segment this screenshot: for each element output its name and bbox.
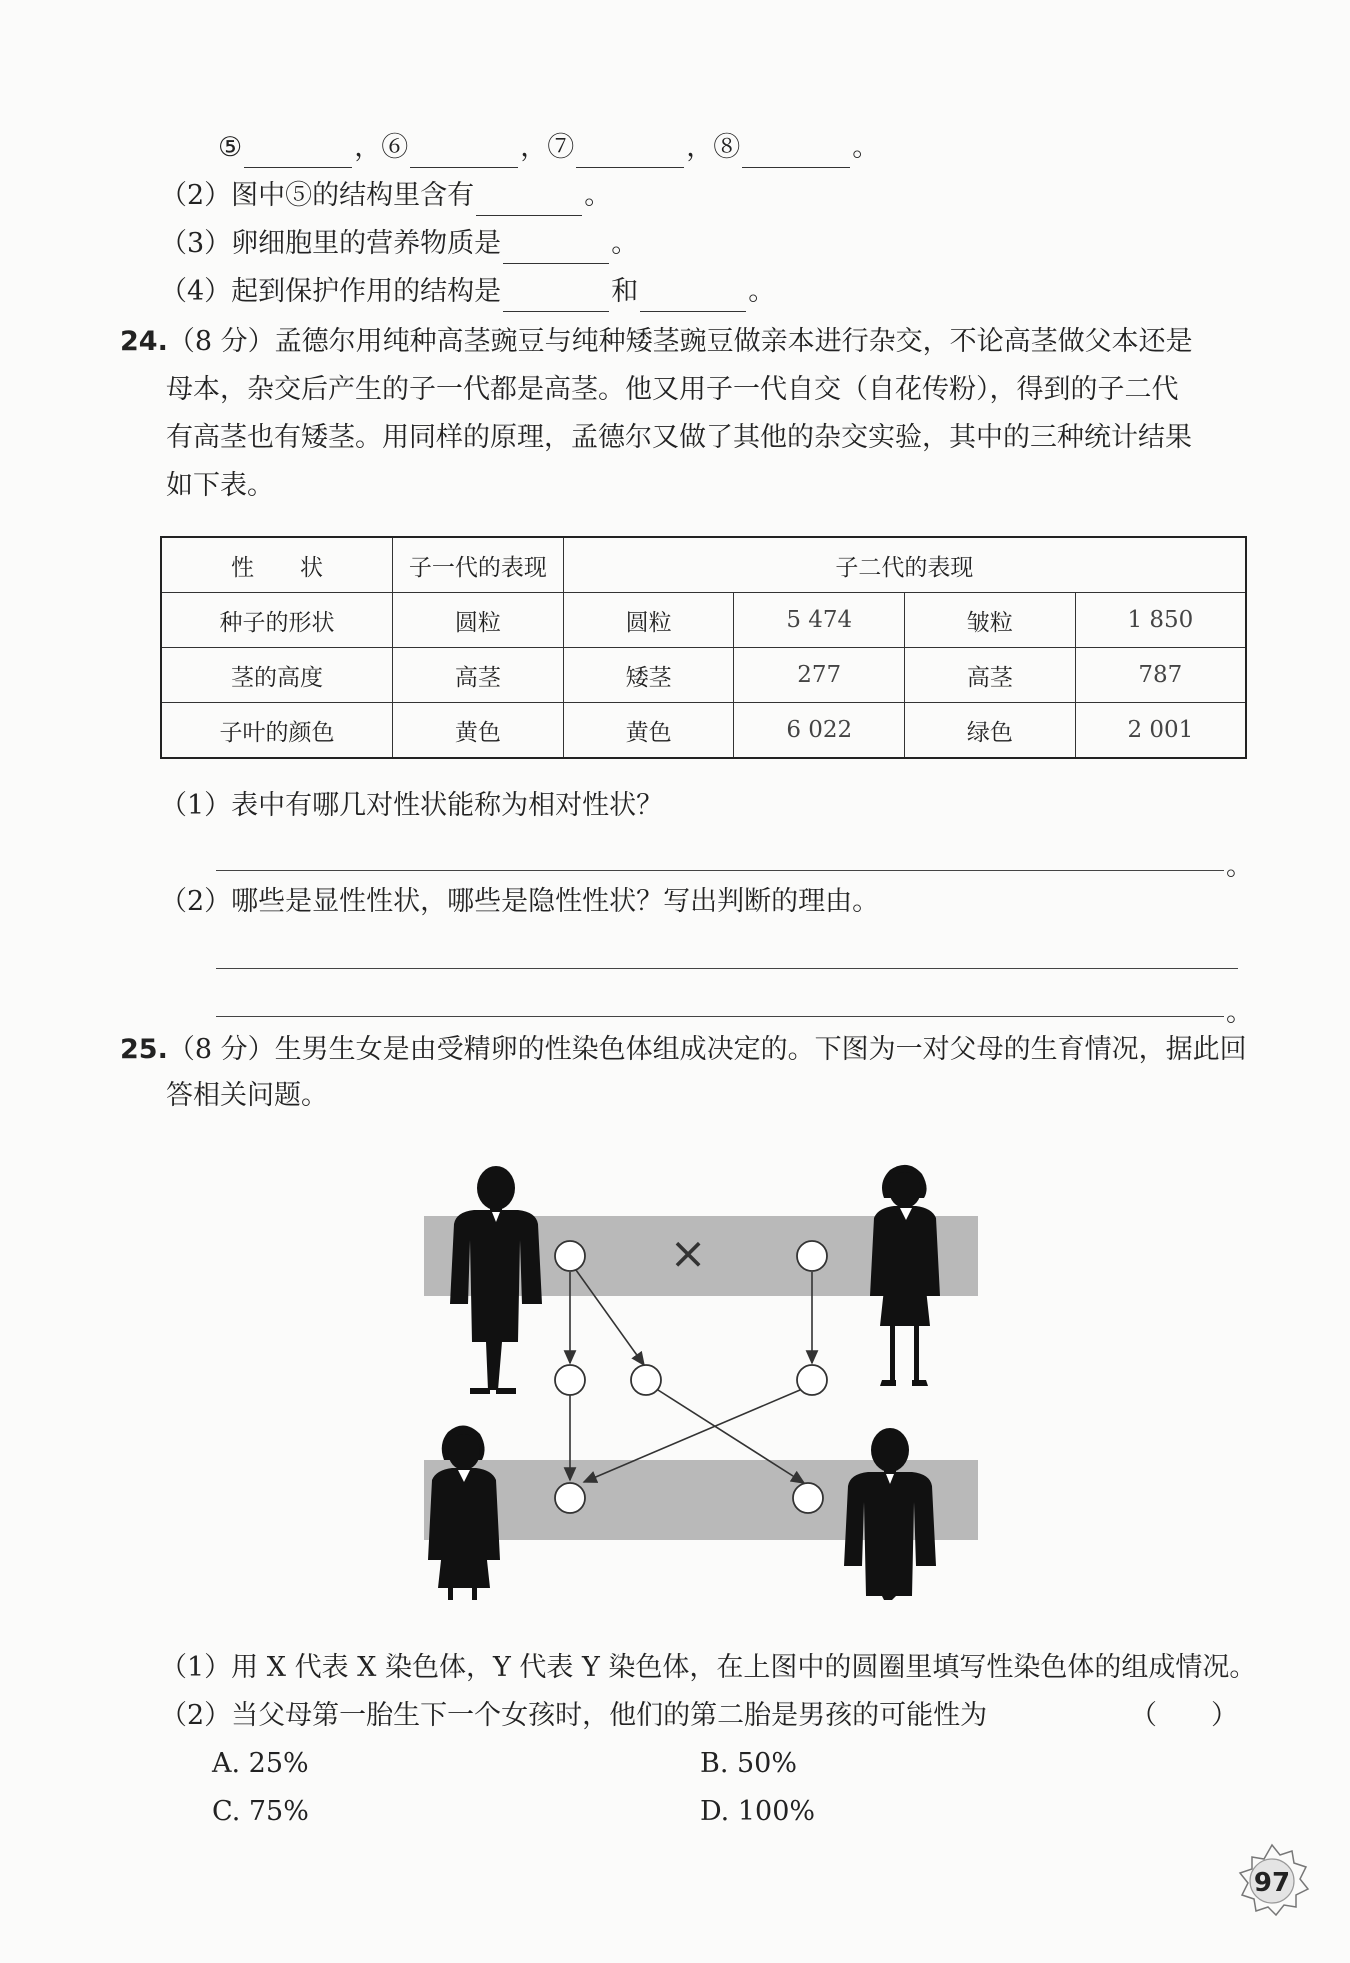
blank-7[interactable] [576,137,684,168]
q23-sub3 [160,224,638,264]
period: 。 [852,132,880,163]
period: 。 [1226,997,1253,1028]
question-number-24: 24. [120,326,168,357]
q24-line2 [166,370,1179,410]
header-f2: 子二代的表现 [563,537,1246,593]
q24-text-2: 母本，杂交后产生的子一代都是高茎。他又用子一代自交（自花传粉），得到的子二代 [166,374,1179,405]
label-7: ⑦ [547,132,575,163]
q24-line4 [166,466,274,506]
q25-sub2 [160,1696,987,1736]
q23-sub4 [160,272,775,312]
q25-text-1: （8 分）生男生女是由受精卵的性染色体组成决定的。下图为一对父母的生育情况，据此回 [167,1034,1247,1065]
q24-sub2-text: （2）哪些是显性性状，哪些是隐性性状？写出判断的理由。 [160,886,880,917]
table-cell: 1 850 [1075,593,1246,648]
table-cell: 皱粒 [905,593,1076,648]
table-cell: 2 001 [1075,703,1246,759]
choice-b[interactable]: B. 50% [700,1748,798,1779]
label-6: ⑥ [381,132,409,163]
blank-8[interactable] [742,137,850,168]
header-trait: 性 状 [161,537,393,593]
blank-5[interactable] [244,137,352,168]
period: 。 [584,180,612,211]
table-cell: 5 474 [734,593,905,648]
q25-text-2: 答相关问题。 [166,1080,328,1111]
q23-sub4-text: （4）起到保护作用的结构是 [160,276,502,307]
q25-sub1-text: （1）用 X 代表 X 染色体，Y 代表 Y 染色体，在上图中的圆圈里填写性染色体的组成情况。 [160,1652,1257,1683]
table-cell: 圆粒 [563,593,734,648]
q23-sub3-text: （3）卵细胞里的营养物质是 [160,228,502,259]
q24-text-1: （8 分）孟德尔用纯种高茎豌豆与纯种矮茎豌豆做亲本进行杂交，不论高茎做父本还是 [167,326,1193,357]
answer-line[interactable] [216,870,1224,871]
period: 。 [611,228,639,259]
table-cell: 矮茎 [563,648,734,703]
q25-line2 [166,1076,328,1116]
father-figure-icon [450,1166,542,1394]
table-cell: 绿色 [905,703,1076,759]
table-row [161,703,1246,759]
choice-a[interactable]: A. 25% [212,1748,309,1779]
egg-circle[interactable] [797,1365,827,1395]
table-cell: 高茎 [393,648,564,703]
sep: ， [354,132,382,163]
page-number-badge [1232,1841,1312,1921]
q24-line3 [166,418,1192,458]
mother-figure-icon [870,1165,940,1386]
sep: ， [686,132,714,163]
q23-sub2-text: （2）图中⑤的结构里含有 [160,180,475,211]
blank-q23-3[interactable] [503,233,609,264]
answer-paren[interactable]: （ ） [1130,1700,1238,1731]
label-5: ⑤ [218,132,243,163]
q23-sub2 [160,176,611,216]
q25-sub2-text: （2）当父母第一胎生下一个女孩时，他们的第二胎是男孩的可能性为 [160,1700,988,1731]
and-text: 和 [611,276,639,307]
inheritance-diagram [400,1160,1000,1600]
table-cell: 圆粒 [393,593,564,648]
answer-line[interactable] [216,968,1238,969]
page-number: 97 [1253,1868,1291,1898]
q24-sub1-text: （1）表中有哪几对性状能称为相对性状？ [160,790,664,821]
sep: ， [520,132,548,163]
q24-sub1 [160,786,663,826]
period: 。 [748,276,776,307]
trait-table [160,536,1247,759]
table-row [161,648,1246,703]
table-cell: 茎的高度 [161,648,393,703]
answer-line[interactable] [216,1016,1224,1017]
q25-sub1 [160,1648,1256,1688]
q24-sub2 [160,882,879,922]
table-cell: 6 022 [734,703,905,759]
q23-fill-line [218,128,879,168]
choice-c[interactable]: C. 75% [212,1796,309,1827]
table-row [161,593,1246,648]
q24-text-4: 如下表。 [166,470,274,501]
table-cell: 黄色 [563,703,734,759]
table-cell: 黄色 [393,703,564,759]
blank-q23-4a[interactable] [503,281,609,312]
header-f1: 子一代的表现 [393,537,564,593]
period: 。 [1226,851,1253,882]
mother-gene-circle[interactable] [797,1241,827,1271]
blank-q23-2[interactable] [476,185,582,216]
q24-line1 [120,322,1193,362]
table-header-row [161,537,1246,593]
table-cell: 787 [1075,648,1246,703]
table-cell: 高茎 [905,648,1076,703]
table-cell: 种子的形状 [161,593,393,648]
son-figure-icon [844,1428,936,1600]
choice-d[interactable]: D. 100% [700,1796,816,1827]
blank-q23-4b[interactable] [640,281,746,312]
q25-line1 [120,1030,1247,1070]
daughter-gene-circle[interactable] [555,1483,585,1513]
label-8: ⑧ [713,132,741,163]
question-number-25: 25. [120,1034,168,1065]
sperm-x-circle[interactable] [555,1365,585,1395]
q24-text-3: 有高茎也有矮茎。用同样的原理，孟德尔又做了其他的杂交实验，其中的三种统计结果 [166,422,1192,453]
daughter-figure-icon [428,1425,500,1600]
table-cell: 子叶的颜色 [161,703,393,759]
table-cell: 277 [734,648,905,703]
sperm-y-circle[interactable] [631,1365,661,1395]
blank-6[interactable] [410,137,518,168]
father-gene-circle[interactable] [555,1241,585,1271]
son-gene-circle[interactable] [793,1483,823,1513]
cross-symbol: × [669,1228,707,1279]
